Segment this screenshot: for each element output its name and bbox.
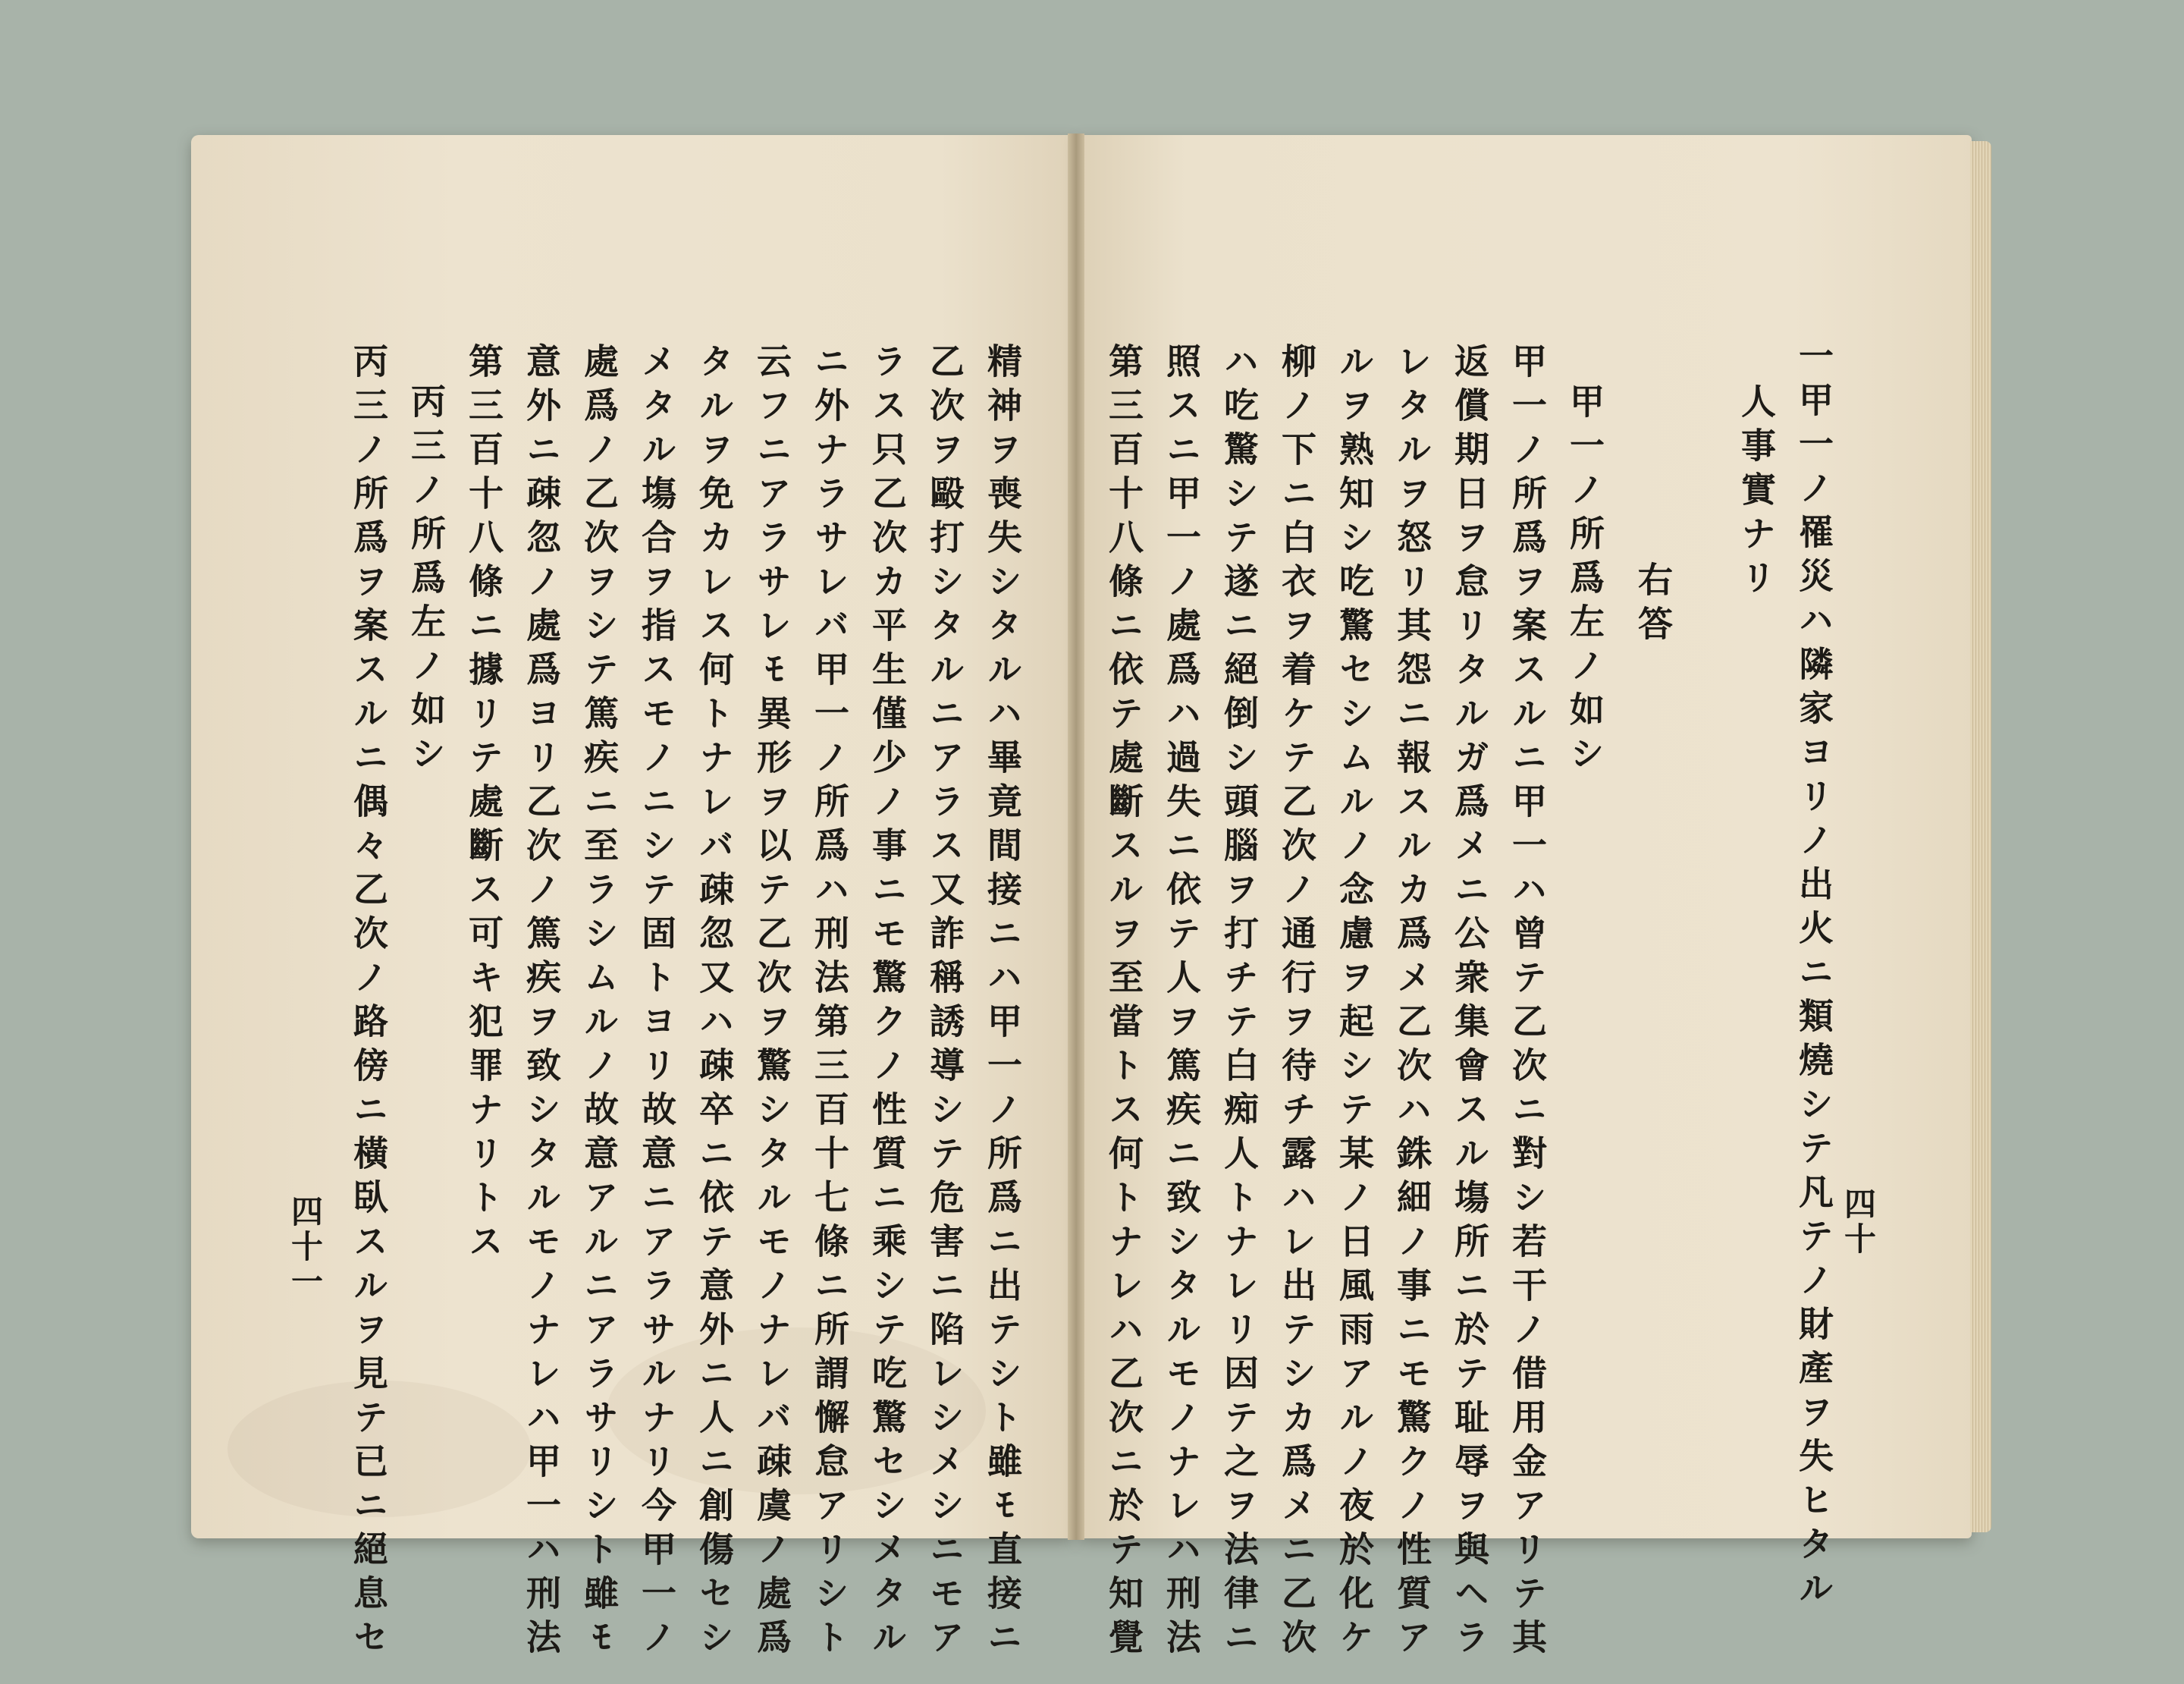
left-text-column: 云フニアラサレﾓ異形ヲ以テ乙次ヲ驚シタルモノナレバ疎虞ノ處爲 (752, 343, 792, 1663)
right-text-column: ハ吃驚シテ遂ニ絕倒シ頭腦ヲ打チテ白痴人トナレリ因テ之ヲ法律ニ (1219, 343, 1260, 1663)
left-text-column: 丙三ノ所爲ヲ案スルニ偶々乙次ノ路傍ニ橫臥スルヲ見テ已ニ絕息セ (348, 343, 389, 1663)
left-text-column: 精神ヲ喪失シタルハ畢竟間接ニハ甲一ノ所爲ニ出テシト雖ﾓ直接ニ (982, 343, 1023, 1663)
right-text-column: 右答 (1633, 561, 1674, 649)
left-text-column: 乙次ヲ毆打シタルニアラス又詐稱誘導シテ危害ニ陷レシメシニモア (924, 343, 965, 1663)
right-text-column: 一甲一ノ罹災ハ隣家ヨリノ出火ニ類燒シテ凡テノ財產ヲ失ヒタル (1793, 338, 1834, 1613)
left-text-column: 第三百十八條ニ據リテ處斷ス可キ犯罪ナリトス (463, 343, 504, 1267)
right-text-column: 甲一ノ所爲ヲ案スルニ甲一ハ曾テ乙次ニ對シ若干ノ借用金アリテ其 (1507, 343, 1548, 1663)
left-text-column: ニ外ナラサレバ甲一ノ所爲ハ刑法第三百十七條ニ所謂懈怠アリシト (809, 343, 850, 1663)
right-text-column: 人事實ナリ (1736, 383, 1777, 603)
left-text-column: 丙三ノ所爲左ノ如シ (406, 383, 447, 779)
book-gutter (1068, 134, 1084, 1540)
left-text-column: 處爲ノ乙次ヲシテ篤疾ニ至ラシムルノ故意アルニアラサリシト雖ﾓ (579, 343, 620, 1663)
right-text-column: 照スニ甲一ノ處爲ハ過失ニ依テ人ヲ篤疾ニ致シタルモノナレハ刑法 (1161, 343, 1202, 1663)
left-text-column: メタル塲合ヲ指スモノニシテ固トヨリ故意ニアラサルナリ今甲一ノ (636, 343, 677, 1663)
right-text-column: レタルヲ怒リ其怨ニ報スルカ爲メ乙次ハ銖細ノ事ニモ驚クノ性質ア (1392, 343, 1432, 1663)
left-text-column: 意外ニ疎忽ノ處爲ヨリ乙次ノ篤疾ヲ致シタルモノナレハ甲一ハ刑法 (521, 343, 562, 1663)
left-text-column: タルヲ免カレス何トナレバ疎忽又ハ疎卒ニ依テ意外ニ人ニ創傷セシ (694, 343, 735, 1663)
right-text-column: 柳ノ下ニ白衣ヲ着ケテ乙次ノ通行ヲ待チ露ハレ出テシカ爲メニ乙次 (1276, 343, 1317, 1663)
right-text-column: 返償期日ヲ怠リタルガ爲メニ公衆集會スル塲所ニ於テ耻辱ヲ與ヘラ (1449, 343, 1490, 1663)
page-number-left: 四十一 (287, 1195, 324, 1299)
left-text-column: ラス只乙次カ平生僅少ノ事ニモ驚クノ性質ニ乘シテ吃驚セシメタル (867, 343, 908, 1663)
right-text-column: 第三百十八條ニ依テ處斷スルヲ至當トス何トナレハ乙次ニ於テ知覺 (1103, 343, 1144, 1663)
right-text-column: ルヲ熟知シ吃驚セシムルノ念慮ヲ起シテ某ノ日風雨アルノ夜於化ケ (1334, 343, 1375, 1663)
right-text-column: 甲一ノ所爲左ノ如シ (1564, 383, 1605, 779)
page-edges (1970, 141, 1991, 1532)
page-number-right: 四十 (1840, 1187, 1877, 1257)
